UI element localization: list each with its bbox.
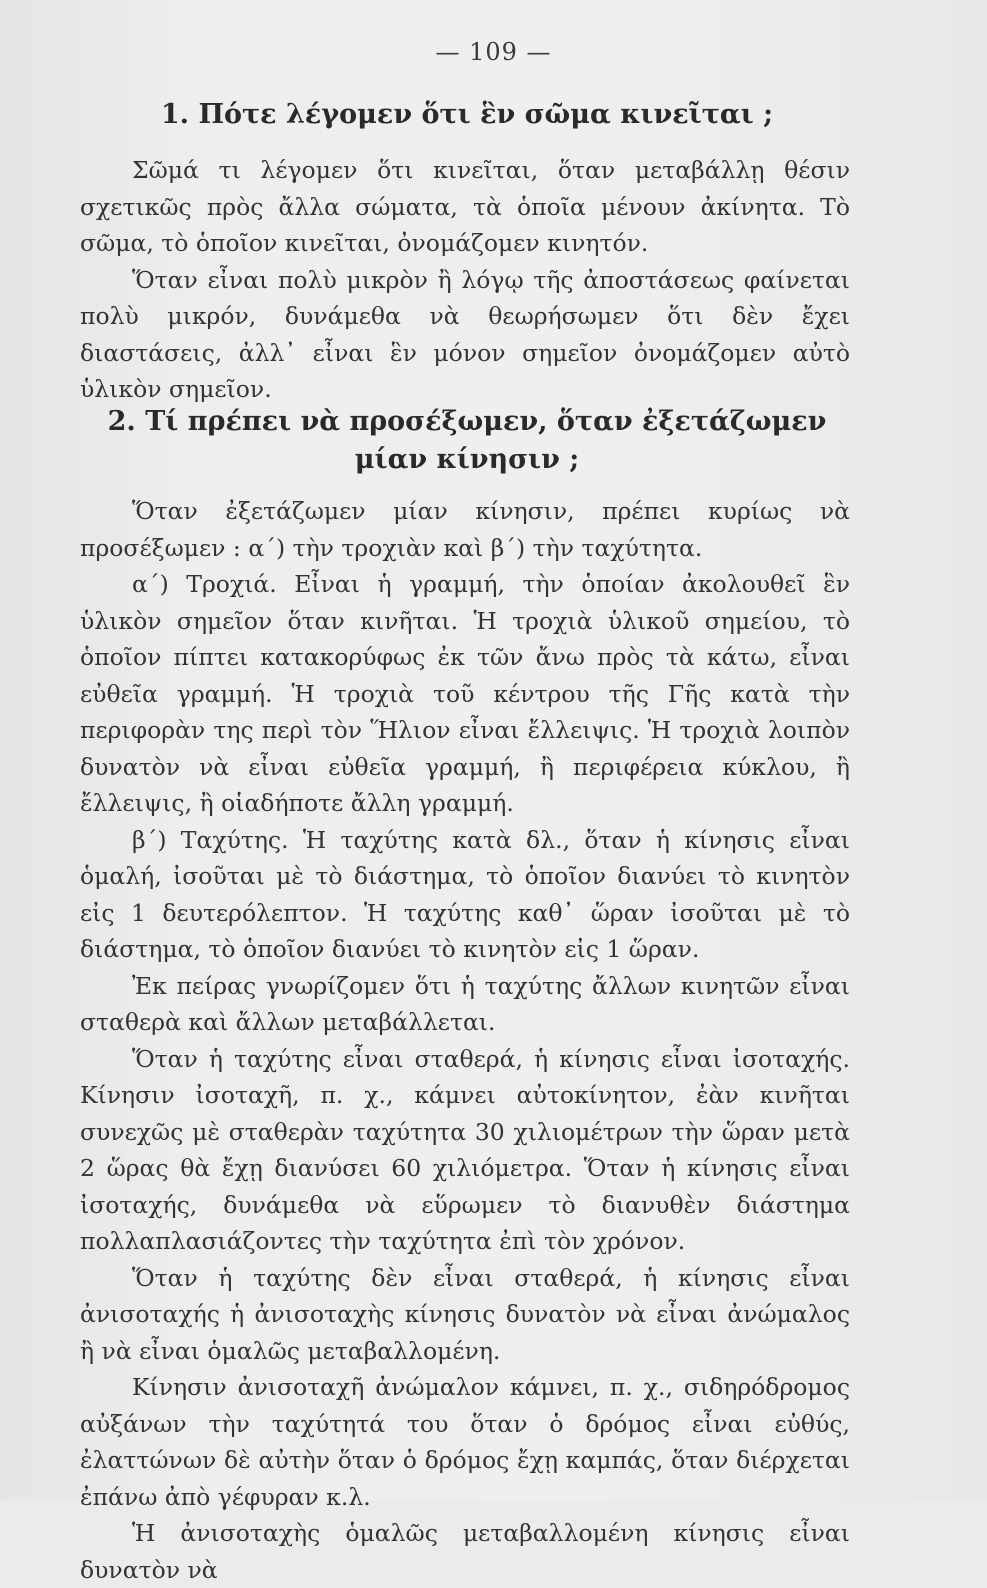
paragraph: Ἡ ἀνισοταχὴς ὁμαλῶς μεταβαλλομένη κίνησις εἶναι δυνατὸν νὰ xyxy=(80,1519,850,1584)
section-1-body xyxy=(80,152,850,408)
paragraph: β΄) Ταχύτης. Ἡ ταχύτης κατὰ δλ., ὅταν ἡ κίνησις εἶναι ὁμαλή, ἰσοῦται μὲ τὸ διάστημα, τὸ ὁποῖον διανύει τὸ κινητὸν εἰς 1 δευτερόλεπτον. Ἡ ταχύτης καθ᾽ ὥραν ἰσοῦται μὲ τὸ διάστημα, τὸ ὁποῖον διανύει τὸ κινητὸν εἰς 1 ὥραν. xyxy=(80,825,850,963)
paragraph: Ὅταν ἡ ταχύτης δὲν εἶναι σταθερά, ἡ κίνησις εἶναι ἀνισοταχής ἡ ἀνισοταχὴς κίνησις δυνατὸν νὰ εἶναι ἀνώμαλος ἢ νὰ εἶναι ὁμαλῶς μεταβαλλομένη. xyxy=(80,1263,850,1365)
section-2-heading: 2. Τί πρέπει νὰ προσέξωμεν, ὅταν ἐξετάζωμεν μίαν κίνησιν ; xyxy=(107,406,827,475)
paragraph: Ὅταν ἐξετάζωμεν μίαν κίνησιν, πρέπει κυρίως νὰ προσέξωμεν : α΄) τὴν τροχιὰν καὶ β΄) τὴν ταχύτητα. xyxy=(80,497,850,562)
paragraph: Ἐκ πείρας γνωρίζομεν ὅτι ἡ ταχύτης ἄλλων κινητῶν εἶναι σταθερὰ καὶ ἄλλων μεταβάλλεται. xyxy=(80,971,850,1036)
paragraph: Κίνησιν ἀνισοταχῆ ἀνώμαλον κάμνει, π. χ., σιδηρόδρομος αὐξάνων τὴν ταχύτητά του ὅταν ὁ δρόμος εἶναι εὐθύς, ἐλαττώνων δὲ αὐτὴν ὅταν ὁ δρόμος ἔχῃ καμπάς, ὅταν διέρχεται ἐπάνω ἀπὸ γέφυραν κ.λ. xyxy=(80,1373,850,1511)
section-2-body xyxy=(80,493,850,1588)
paragraph: Ὅταν ἡ ταχύτης εἶναι σταθερά, ἡ κίνησις εἶναι ἰσοταχής. Κίνησιν ἰσοταχῆ, π. χ., κάμνει αὐτοκίνητον, ἐὰν κινῆται συνεχῶς μὲ σταθερὰν ταχύτητα 30 χιλιομέτρων τὴν ὥραν μετὰ 2 ὥρας θὰ ἔχῃ διανύσει 60 χιλιόμετρα. Ὅταν ἡ κίνησις εἶναι ἰσοταχής, δυνάμεθα νὰ εὕρωμεν τὸ διανυθὲν διάστημα πολλαπλασιάζοντες τὴν ταχύτητα ἐπὶ τὸν χρόνον. xyxy=(80,1044,850,1255)
paragraph: α΄) Τροχιά. Εἶναι ἡ γραμμή, τὴν ὁποίαν ἀκολουθεῖ ἓν ὑλικὸν σημεῖον ὅταν κινῆται. Ἡ τροχιὰ ὑλικοῦ σημείου, τὸ ὁποῖον πίπτει κατακορύφως ἐκ τῶν ἄνω πρὸς τὰ κάτω, εἶναι εὐθεῖα γραμμή. Ἡ τροχιὰ τοῦ κέντρου τῆς Γῆς κατὰ τὴν περιφορὰν της περὶ τὸν Ἥλιον εἶναι ἔλλειψις. Ἡ τροχιὰ λοιπὸν δυνατὸν νὰ εἶναι εὐθεῖα γραμμή, ἢ περιφέρεια κύκλου, ἢ ἔλλειψις, ἢ οἱαδήποτε ἄλλη γραμμή. xyxy=(80,570,850,817)
page-number: — 109 — xyxy=(435,38,552,66)
paragraph: Ὅταν εἶναι πολὺ μικρὸν ἢ λόγῳ τῆς ἀποστάσεως φαίνεται πολὺ μικρόν, δυνάμεθα νὰ θεωρήσωμεν ὅτι δὲν ἔχει διαστάσεις, ἀλλ᾽ εἶναι ἓν μόνον σημεῖον ὀνομάζομεν αὐτὸ ὑλικὸν σημεῖον. xyxy=(80,265,850,403)
paragraph: Σῶμά τι λέγομεν ὅτι κινεῖται, ὅταν μεταβάλλῃ θέσιν σχετικῶς πρὸς ἄλλα σώματα, τὰ ὁποῖα μένουν ἀκίνητα. Τὸ σῶμα, τὸ ὁποῖον κινεῖται, ὀνομάζομεν κινητόν. xyxy=(80,156,850,257)
section-1-heading: 1. Πότε λέγομεν ὅτι ἓν σῶμα κινεῖται ; xyxy=(160,99,774,130)
